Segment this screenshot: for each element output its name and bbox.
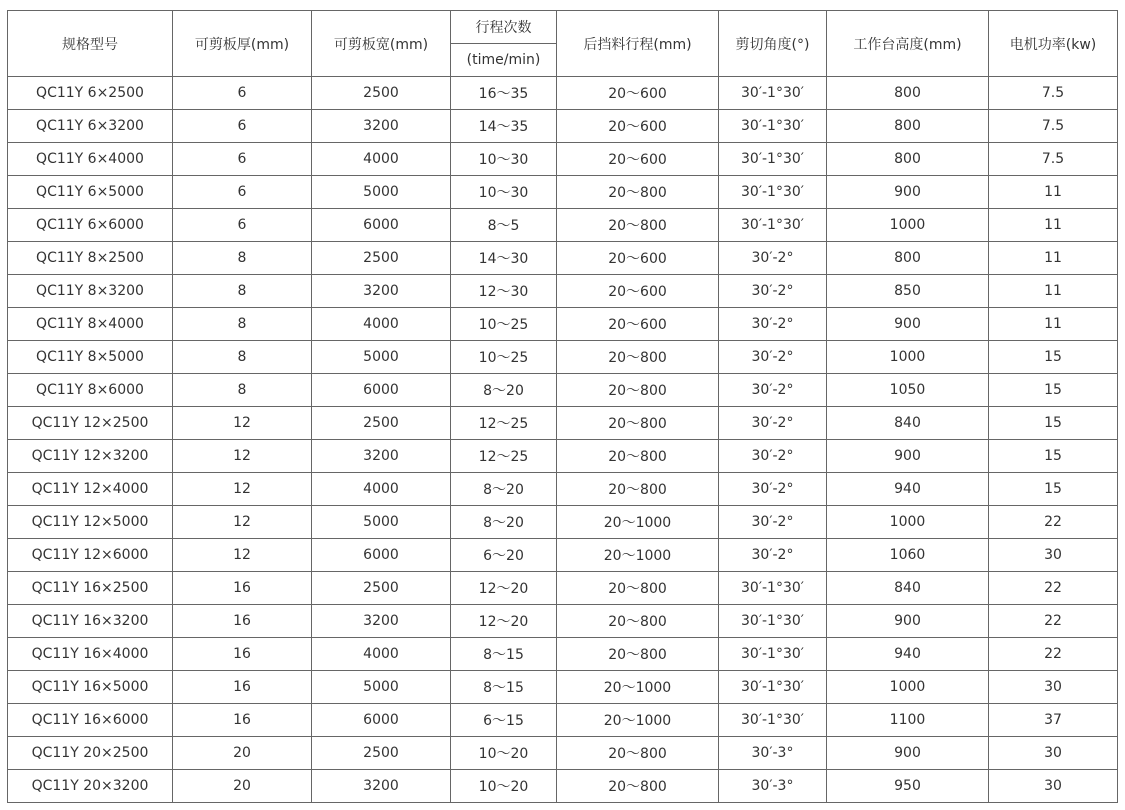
cell-model: QC11Y 6×4000 bbox=[8, 143, 173, 176]
cell-strokes: 8～15 bbox=[451, 671, 557, 704]
cell-table-height: 1050 bbox=[827, 374, 989, 407]
cell-angle: 30′-1°30′ bbox=[719, 176, 827, 209]
cell-motor: 7.5 bbox=[989, 110, 1118, 143]
cell-model: QC11Y 12×6000 bbox=[8, 539, 173, 572]
cell-angle: 30′-1°30′ bbox=[719, 638, 827, 671]
cell-backgauge: 20～800 bbox=[557, 638, 719, 671]
table-body bbox=[8, 77, 1118, 803]
table-row bbox=[8, 209, 1118, 242]
cell-model: QC11Y 20×3200 bbox=[8, 770, 173, 803]
cell-table-height: 940 bbox=[827, 473, 989, 506]
cell-model: QC11Y 16×2500 bbox=[8, 572, 173, 605]
cell-motor: 15 bbox=[989, 440, 1118, 473]
cell-table-height: 800 bbox=[827, 77, 989, 110]
cell-backgauge: 20～600 bbox=[557, 77, 719, 110]
cell-thickness: 6 bbox=[173, 176, 312, 209]
table-row bbox=[8, 341, 1118, 374]
cell-model: QC11Y 6×2500 bbox=[8, 77, 173, 110]
cell-width: 6000 bbox=[312, 704, 451, 737]
cell-table-height: 800 bbox=[827, 110, 989, 143]
cell-width: 5000 bbox=[312, 506, 451, 539]
cell-table-height: 900 bbox=[827, 737, 989, 770]
cell-backgauge: 20～600 bbox=[557, 143, 719, 176]
cell-width: 2500 bbox=[312, 572, 451, 605]
cell-strokes: 6～20 bbox=[451, 539, 557, 572]
cell-table-height: 840 bbox=[827, 407, 989, 440]
cell-width: 2500 bbox=[312, 737, 451, 770]
table-row bbox=[8, 671, 1118, 704]
table-row bbox=[8, 374, 1118, 407]
cell-model: QC11Y 16×6000 bbox=[8, 704, 173, 737]
cell-backgauge: 20～800 bbox=[557, 407, 719, 440]
header-angle: 剪切角度(°) bbox=[719, 11, 827, 77]
cell-thickness: 12 bbox=[173, 539, 312, 572]
cell-table-height: 1100 bbox=[827, 704, 989, 737]
header-backgauge: 后挡料行程(mm) bbox=[557, 11, 719, 77]
cell-motor: 7.5 bbox=[989, 77, 1118, 110]
cell-thickness: 20 bbox=[173, 737, 312, 770]
cell-strokes: 10～25 bbox=[451, 341, 557, 374]
cell-model: QC11Y 8×2500 bbox=[8, 242, 173, 275]
cell-angle: 30′-2° bbox=[719, 506, 827, 539]
cell-angle: 30′-2° bbox=[719, 473, 827, 506]
cell-motor: 15 bbox=[989, 407, 1118, 440]
cell-table-height: 840 bbox=[827, 572, 989, 605]
cell-model: QC11Y 8×4000 bbox=[8, 308, 173, 341]
cell-angle: 30′-1°30′ bbox=[719, 605, 827, 638]
header-motor: 电机功率(kw) bbox=[989, 11, 1118, 77]
cell-table-height: 900 bbox=[827, 176, 989, 209]
cell-strokes: 6～15 bbox=[451, 704, 557, 737]
cell-backgauge: 20～800 bbox=[557, 572, 719, 605]
cell-angle: 30′-1°30′ bbox=[719, 143, 827, 176]
cell-motor: 30 bbox=[989, 671, 1118, 704]
cell-motor: 15 bbox=[989, 473, 1118, 506]
cell-width: 4000 bbox=[312, 143, 451, 176]
cell-thickness: 20 bbox=[173, 770, 312, 803]
cell-table-height: 800 bbox=[827, 242, 989, 275]
cell-angle: 30′-1°30′ bbox=[719, 110, 827, 143]
cell-width: 3200 bbox=[312, 110, 451, 143]
table-row bbox=[8, 638, 1118, 671]
header-thickness: 可剪板厚(mm) bbox=[173, 11, 312, 77]
table-row bbox=[8, 176, 1118, 209]
cell-table-height: 900 bbox=[827, 440, 989, 473]
cell-strokes: 8～15 bbox=[451, 638, 557, 671]
cell-model: QC11Y 6×5000 bbox=[8, 176, 173, 209]
cell-angle: 30′-2° bbox=[719, 374, 827, 407]
cell-width: 5000 bbox=[312, 671, 451, 704]
table-row bbox=[8, 440, 1118, 473]
cell-backgauge: 20～600 bbox=[557, 275, 719, 308]
cell-motor: 22 bbox=[989, 506, 1118, 539]
cell-strokes: 12～25 bbox=[451, 407, 557, 440]
cell-strokes: 16～35 bbox=[451, 77, 557, 110]
spec-table-container bbox=[7, 10, 1118, 803]
cell-thickness: 6 bbox=[173, 143, 312, 176]
cell-motor: 11 bbox=[989, 209, 1118, 242]
cell-motor: 37 bbox=[989, 704, 1118, 737]
cell-motor: 15 bbox=[989, 374, 1118, 407]
table-row bbox=[8, 605, 1118, 638]
cell-thickness: 12 bbox=[173, 506, 312, 539]
cell-thickness: 16 bbox=[173, 572, 312, 605]
cell-angle: 30′-3° bbox=[719, 737, 827, 770]
cell-strokes: 10～20 bbox=[451, 737, 557, 770]
cell-motor: 30 bbox=[989, 737, 1118, 770]
cell-thickness: 16 bbox=[173, 671, 312, 704]
header-table-height: 工作台高度(mm) bbox=[827, 11, 989, 77]
cell-model: QC11Y 12×3200 bbox=[8, 440, 173, 473]
cell-motor: 11 bbox=[989, 308, 1118, 341]
cell-motor: 22 bbox=[989, 572, 1118, 605]
cell-width: 6000 bbox=[312, 374, 451, 407]
cell-thickness: 12 bbox=[173, 440, 312, 473]
cell-angle: 30′-2° bbox=[719, 308, 827, 341]
cell-thickness: 8 bbox=[173, 275, 312, 308]
shearing-machine-spec-table bbox=[7, 10, 1118, 803]
table-header bbox=[8, 11, 1118, 77]
table-row bbox=[8, 704, 1118, 737]
cell-table-height: 940 bbox=[827, 638, 989, 671]
cell-model: QC11Y 16×3200 bbox=[8, 605, 173, 638]
table-row bbox=[8, 539, 1118, 572]
cell-model: QC11Y 8×5000 bbox=[8, 341, 173, 374]
table-row bbox=[8, 473, 1118, 506]
cell-model: QC11Y 12×5000 bbox=[8, 506, 173, 539]
cell-model: QC11Y 8×6000 bbox=[8, 374, 173, 407]
table-row bbox=[8, 506, 1118, 539]
cell-thickness: 8 bbox=[173, 374, 312, 407]
cell-strokes: 8～20 bbox=[451, 473, 557, 506]
cell-strokes: 14～30 bbox=[451, 242, 557, 275]
cell-width: 4000 bbox=[312, 308, 451, 341]
cell-backgauge: 20～600 bbox=[557, 242, 719, 275]
table-row bbox=[8, 143, 1118, 176]
cell-model: QC11Y 6×3200 bbox=[8, 110, 173, 143]
cell-angle: 30′-2° bbox=[719, 407, 827, 440]
cell-angle: 30′-1°30′ bbox=[719, 704, 827, 737]
cell-angle: 30′-2° bbox=[719, 242, 827, 275]
cell-table-height: 1000 bbox=[827, 671, 989, 704]
table-row bbox=[8, 572, 1118, 605]
cell-motor: 7.5 bbox=[989, 143, 1118, 176]
cell-backgauge: 20～800 bbox=[557, 176, 719, 209]
cell-table-height: 1000 bbox=[827, 341, 989, 374]
cell-table-height: 900 bbox=[827, 605, 989, 638]
cell-table-height: 900 bbox=[827, 308, 989, 341]
cell-motor: 11 bbox=[989, 275, 1118, 308]
cell-motor: 22 bbox=[989, 605, 1118, 638]
header-width: 可剪板宽(mm) bbox=[312, 11, 451, 77]
cell-thickness: 6 bbox=[173, 209, 312, 242]
cell-width: 3200 bbox=[312, 275, 451, 308]
cell-thickness: 12 bbox=[173, 473, 312, 506]
cell-table-height: 850 bbox=[827, 275, 989, 308]
cell-thickness: 12 bbox=[173, 407, 312, 440]
cell-thickness: 16 bbox=[173, 638, 312, 671]
cell-table-height: 1000 bbox=[827, 506, 989, 539]
cell-width: 2500 bbox=[312, 77, 451, 110]
cell-backgauge: 20～800 bbox=[557, 770, 719, 803]
cell-model: QC11Y 12×2500 bbox=[8, 407, 173, 440]
cell-strokes: 10～25 bbox=[451, 308, 557, 341]
cell-strokes: 10～30 bbox=[451, 176, 557, 209]
header-row bbox=[8, 11, 1118, 44]
cell-backgauge: 20～800 bbox=[557, 605, 719, 638]
cell-backgauge: 20～800 bbox=[557, 374, 719, 407]
table-row bbox=[8, 242, 1118, 275]
cell-strokes: 8～20 bbox=[451, 374, 557, 407]
cell-angle: 30′-1°30′ bbox=[719, 209, 827, 242]
cell-model: QC11Y 6×6000 bbox=[8, 209, 173, 242]
table-row bbox=[8, 110, 1118, 143]
cell-motor: 22 bbox=[989, 638, 1118, 671]
cell-strokes: 10～30 bbox=[451, 143, 557, 176]
cell-strokes: 12～30 bbox=[451, 275, 557, 308]
cell-backgauge: 20～800 bbox=[557, 440, 719, 473]
cell-model: QC11Y 16×5000 bbox=[8, 671, 173, 704]
cell-backgauge: 20～1000 bbox=[557, 539, 719, 572]
cell-backgauge: 20～800 bbox=[557, 209, 719, 242]
cell-width: 6000 bbox=[312, 209, 451, 242]
cell-angle: 30′-1°30′ bbox=[719, 77, 827, 110]
cell-backgauge: 20～1000 bbox=[557, 506, 719, 539]
header-strokes: 行程次数 bbox=[451, 11, 557, 44]
cell-thickness: 8 bbox=[173, 242, 312, 275]
cell-table-height: 1060 bbox=[827, 539, 989, 572]
cell-backgauge: 20～1000 bbox=[557, 704, 719, 737]
cell-thickness: 16 bbox=[173, 704, 312, 737]
cell-backgauge: 20～1000 bbox=[557, 671, 719, 704]
cell-model: QC11Y 12×4000 bbox=[8, 473, 173, 506]
cell-backgauge: 20～600 bbox=[557, 308, 719, 341]
cell-model: QC11Y 8×3200 bbox=[8, 275, 173, 308]
cell-table-height: 950 bbox=[827, 770, 989, 803]
cell-strokes: 10～20 bbox=[451, 770, 557, 803]
cell-width: 2500 bbox=[312, 242, 451, 275]
cell-model: QC11Y 16×4000 bbox=[8, 638, 173, 671]
cell-angle: 30′-1°30′ bbox=[719, 671, 827, 704]
cell-table-height: 800 bbox=[827, 143, 989, 176]
cell-strokes: 8～5 bbox=[451, 209, 557, 242]
cell-backgauge: 20～600 bbox=[557, 110, 719, 143]
cell-angle: 30′-2° bbox=[719, 275, 827, 308]
cell-width: 6000 bbox=[312, 539, 451, 572]
cell-width: 4000 bbox=[312, 638, 451, 671]
cell-motor: 30 bbox=[989, 770, 1118, 803]
cell-width: 5000 bbox=[312, 341, 451, 374]
cell-motor: 15 bbox=[989, 341, 1118, 374]
cell-backgauge: 20～800 bbox=[557, 341, 719, 374]
table-row bbox=[8, 77, 1118, 110]
table-row bbox=[8, 308, 1118, 341]
cell-width: 2500 bbox=[312, 407, 451, 440]
table-row bbox=[8, 770, 1118, 803]
cell-angle: 30′-1°30′ bbox=[719, 572, 827, 605]
cell-strokes: 12～25 bbox=[451, 440, 557, 473]
cell-table-height: 1000 bbox=[827, 209, 989, 242]
cell-motor: 11 bbox=[989, 176, 1118, 209]
cell-thickness: 8 bbox=[173, 308, 312, 341]
cell-angle: 30′-2° bbox=[719, 440, 827, 473]
cell-angle: 30′-3° bbox=[719, 770, 827, 803]
cell-model: QC11Y 20×2500 bbox=[8, 737, 173, 770]
cell-angle: 30′-2° bbox=[719, 539, 827, 572]
cell-motor: 11 bbox=[989, 242, 1118, 275]
cell-thickness: 8 bbox=[173, 341, 312, 374]
cell-width: 3200 bbox=[312, 440, 451, 473]
cell-width: 3200 bbox=[312, 605, 451, 638]
cell-thickness: 6 bbox=[173, 77, 312, 110]
cell-strokes: 8～20 bbox=[451, 506, 557, 539]
cell-strokes: 14～35 bbox=[451, 110, 557, 143]
cell-backgauge: 20～800 bbox=[557, 473, 719, 506]
cell-width: 5000 bbox=[312, 176, 451, 209]
cell-thickness: 16 bbox=[173, 605, 312, 638]
cell-strokes: 12～20 bbox=[451, 605, 557, 638]
cell-width: 4000 bbox=[312, 473, 451, 506]
cell-strokes: 12～20 bbox=[451, 572, 557, 605]
header-model: 规格型号 bbox=[8, 11, 173, 77]
cell-angle: 30′-2° bbox=[719, 341, 827, 374]
table-row bbox=[8, 737, 1118, 770]
table-row bbox=[8, 407, 1118, 440]
cell-thickness: 6 bbox=[173, 110, 312, 143]
header-strokes-unit: (time/min) bbox=[451, 44, 557, 77]
cell-motor: 30 bbox=[989, 539, 1118, 572]
cell-width: 3200 bbox=[312, 770, 451, 803]
table-row bbox=[8, 275, 1118, 308]
cell-backgauge: 20～800 bbox=[557, 737, 719, 770]
